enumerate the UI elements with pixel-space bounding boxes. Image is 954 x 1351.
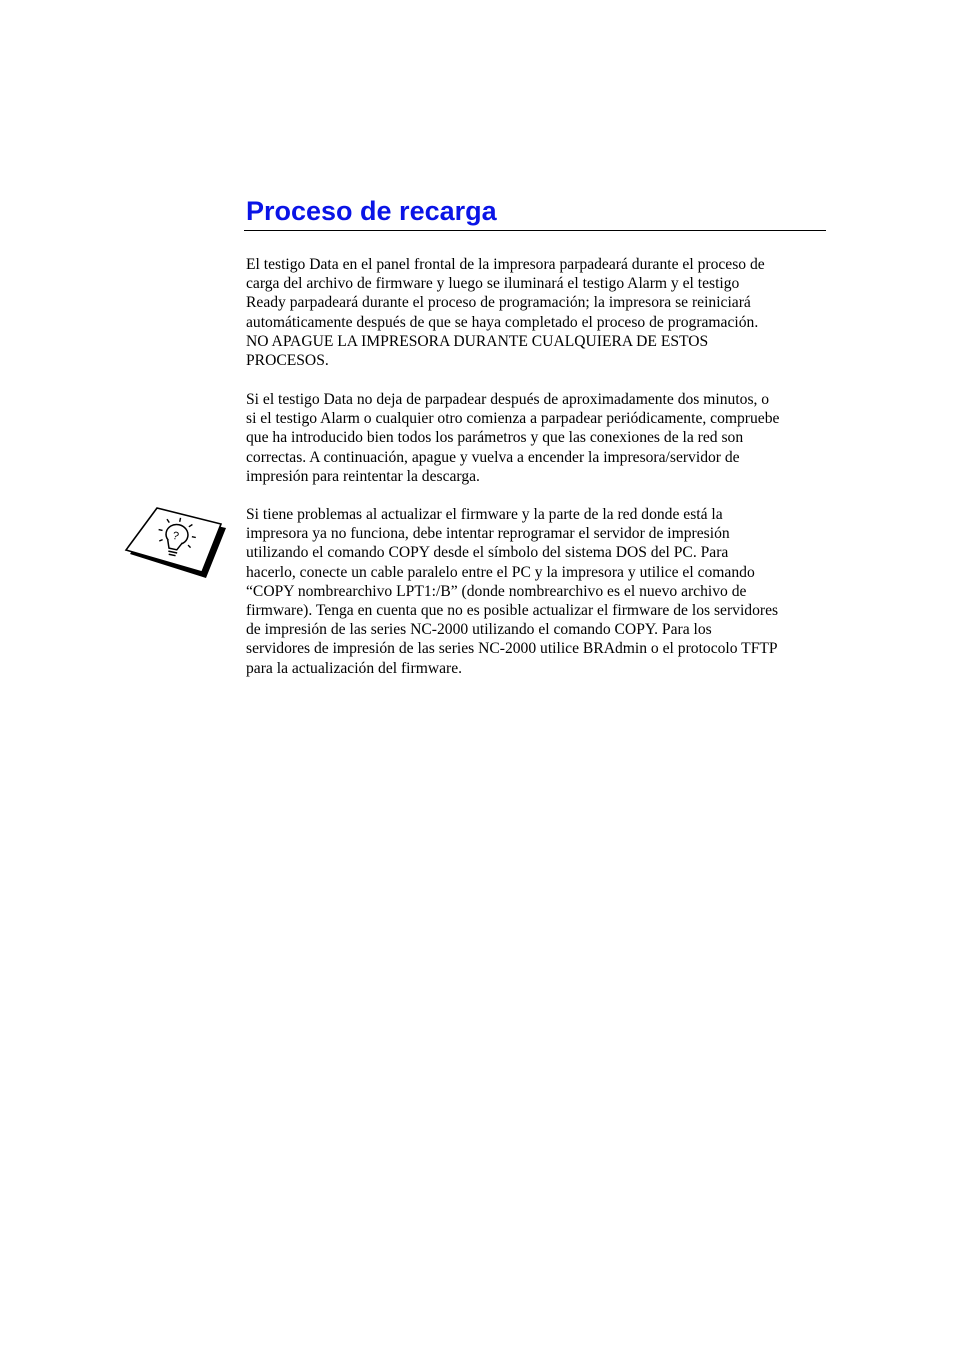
text-line: PROCESOS. (246, 352, 329, 370)
svg-text:?: ? (171, 529, 180, 543)
paragraph-reload-leds (246, 255, 828, 370)
text-line: firmware). Tenga en cuenta que no es posible actualizar el firmware de los servidores (246, 602, 779, 620)
text-line: “COPY nombrearchivo LPT1:/B” (donde nombrearchivo es el nuevo archivo de (246, 582, 747, 600)
text-line: impresión para reintentar la descarga. (246, 467, 480, 485)
paragraph-copy-command-tip (246, 505, 828, 678)
section-title: Proceso de recarga (246, 196, 497, 226)
text-line: NO APAGUE LA IMPRESORA DURANTE CUALQUIERA DE ESTOS (246, 332, 709, 350)
paragraph-troubleshoot (246, 390, 828, 486)
text-line: El testigo Data en el panel frontal de la impresora parpadeará durante el proceso de (246, 256, 765, 273)
text-line: Si el testigo Data no deja de parpadear después de aproximadamente dos minutos, o (246, 391, 770, 408)
title-underline (244, 230, 826, 231)
lightbulb-note-icon (124, 506, 226, 582)
text-line: correctas. A continuación, apague y vuelva a encender la impresora/servidor de (246, 448, 740, 466)
text-line: automáticamente después de que se haya completado el proceso de programación. (246, 313, 759, 331)
text-line: utilizando el comando COPY desde el símbolo del sistema DOS del PC. Para (246, 544, 729, 562)
text-line: para la actualización del firmware. (246, 659, 463, 677)
text-line: carga del archivo de firmware y luego se iluminará el testigo Alarm y el testigo (246, 275, 740, 293)
text-line: Si tiene problemas al actualizar el firmware y la parte de la red donde está la (246, 506, 723, 523)
text-line: hacerlo, conecte un cable paralelo entre el PC y la impresora y utilice el comando (246, 563, 755, 581)
text-line: Ready parpadeará durante el proceso de programación; la impresora se reiniciará (246, 294, 751, 312)
text-line: que ha introducido bien todos los parámetros y que las conexiones de la red son (246, 429, 744, 447)
text-line: servidores de impresión de las series NC-2000 utilice BRAdmin o el protocolo TFTP (246, 640, 778, 658)
text-line: de impresión de las series NC-2000 utilizando el comando COPY. Para los (246, 621, 712, 639)
text-line: si el testigo Alarm o cualquier otro comienza a parpadear periódicamente, compruebe (246, 410, 780, 428)
text-line: impresora ya no funciona, debe intentar reprogramar el servidor de impresión (246, 525, 730, 543)
